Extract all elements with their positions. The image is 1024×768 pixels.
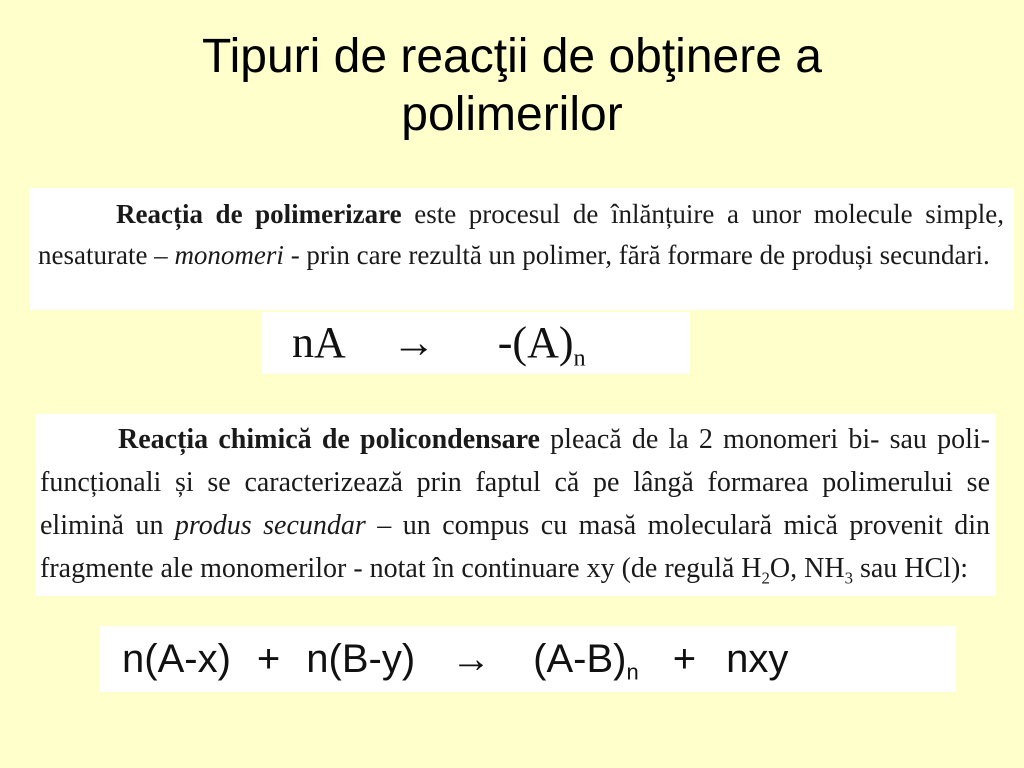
polymerization-text-b: - prin care rezultă un polimer, fără formare de produși secundari. <box>283 240 990 270</box>
polycondensation-text-b: – un compus cu masă moleculară mică provenit din fragmente ale monomerilor - notat în continuare xy (de regulă H <box>40 510 990 584</box>
eq2-plus2: + <box>672 637 697 681</box>
polymerization-equation <box>262 312 690 374</box>
eq1-rhs: -(A) <box>497 318 574 367</box>
polymerization-term: Reacția de polimerizare <box>116 199 402 229</box>
water-subscript: 2 <box>761 568 770 588</box>
eq2-term2: n(B-y) <box>306 637 416 681</box>
polycondensation-equation <box>100 626 956 692</box>
slide-title <box>0 28 1024 144</box>
polycondensation-text-a: pleacă de la 2 monomeri bi- sau poli-funcționali și se caracterizează prin faptul că pe lângă formarea polimerului se elimină un <box>40 424 990 541</box>
eq1-subscript: n <box>573 344 586 372</box>
eq2-subscript: n <box>626 659 639 685</box>
eq1-arrow: → <box>391 318 436 367</box>
polycondensation-text-d: sau HCl): <box>852 553 969 584</box>
eq2-byproduct: nxy <box>726 637 789 681</box>
eq2-arrow: → <box>451 637 492 681</box>
eq2-plus1: + <box>256 637 281 681</box>
eq2-term1: n(A-x) <box>122 637 231 681</box>
polycondensation-term: Reacția chimică de policondensare <box>118 424 540 455</box>
polymerization-definition <box>30 188 1014 310</box>
polycondensation-text-c: O, NH <box>769 553 845 584</box>
polymerization-italic: monomeri <box>174 240 284 270</box>
eq1-lhs: nA <box>292 318 346 367</box>
title-line-2: polimerilor <box>401 88 623 141</box>
polycondensation-definition <box>36 414 996 596</box>
polymerization-text-a: este procesul de înlănțuire a unor molecule simple, nesaturate – <box>38 199 1004 270</box>
title-line-1: Tipuri de reacţii de obţinere a <box>202 30 822 83</box>
eq2-product: (A-B) <box>533 637 627 681</box>
polycondensation-italic: produs secundar <box>174 510 366 541</box>
ammonia-subscript: 3 <box>844 568 853 588</box>
